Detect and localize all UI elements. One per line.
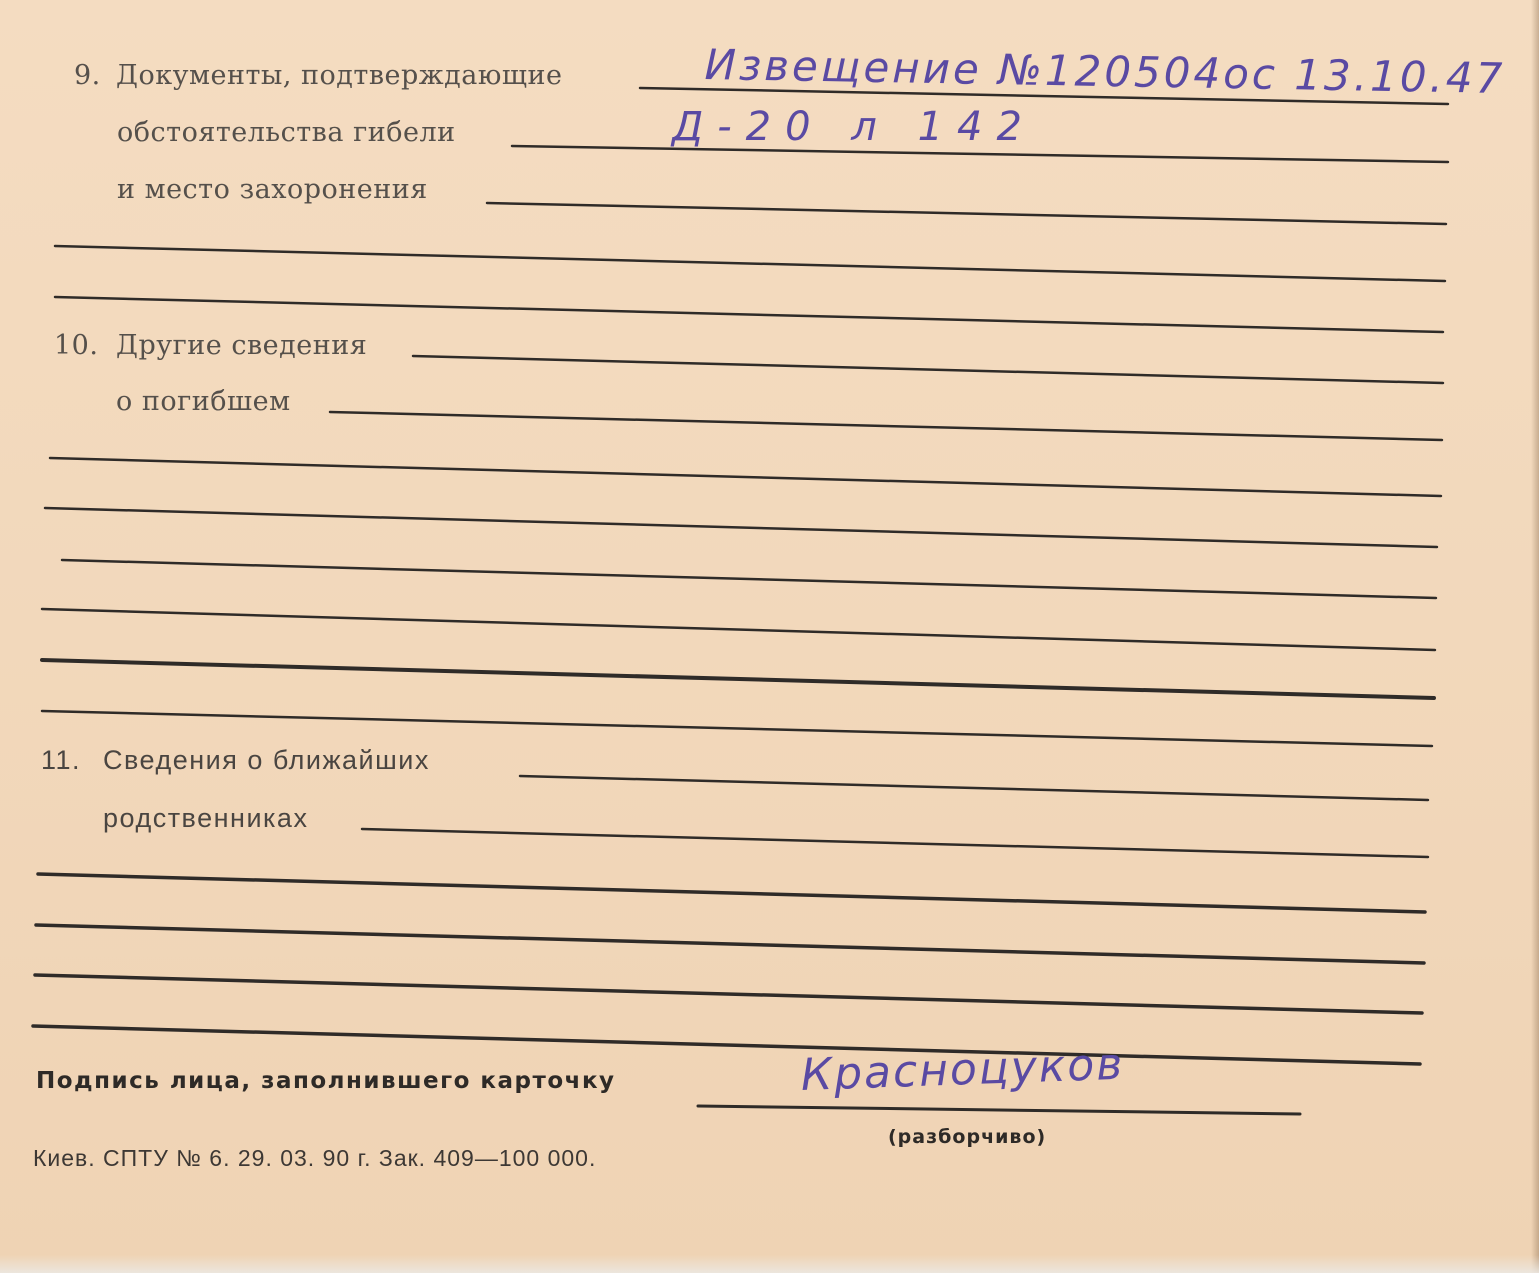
- fill-line: [413, 356, 1443, 383]
- item-9-label-line1: Документы, подтверждающие: [116, 60, 563, 91]
- paper-bottom-edge: [0, 1255, 1539, 1273]
- item-9-handwritten-answer: Извещение №120504ос 13.10.47: [704, 40, 1506, 103]
- fill-line: [55, 297, 1443, 332]
- signature-label: Подпись лица, заполнившего карточку: [36, 1068, 616, 1094]
- item-9-handwritten-archive-ref: Д-20 л 142: [672, 104, 1036, 150]
- signature-hint: (разборчиво): [888, 1126, 1047, 1148]
- item-11-number: 11.: [41, 745, 82, 775]
- fill-line: [50, 458, 1441, 496]
- paper-edge-shadow: [1531, 0, 1539, 1273]
- signature-handwritten: Красноцуков: [800, 1038, 1126, 1101]
- item-9-number: 9.: [74, 60, 101, 91]
- item-11-label-line2: родственниках: [103, 803, 309, 833]
- fill-line: [330, 412, 1442, 440]
- item-10-label-line2: о погибшем: [116, 386, 291, 417]
- fill-line: [45, 508, 1437, 547]
- fill-line: [487, 203, 1446, 224]
- fill-line: [42, 660, 1434, 698]
- item-10-label-line1: Другие сведения: [116, 330, 368, 361]
- fill-line: [36, 925, 1424, 963]
- fill-line: [62, 560, 1436, 598]
- fill-line: [33, 1026, 1420, 1064]
- signature-line: [698, 1106, 1300, 1114]
- printer-imprint: Киев. СПТУ № 6. 29. 03. 90 г. Зак. 409—100 000.: [33, 1145, 597, 1171]
- fill-line: [42, 609, 1435, 650]
- item-9-label-line2: обстоятельства гибели: [117, 117, 456, 148]
- fill-line: [42, 711, 1432, 746]
- fill-line: [38, 874, 1425, 912]
- item-10-number: 10.: [54, 330, 99, 361]
- item-9-label-line3: и место захоронения: [117, 174, 428, 205]
- fill-line: [55, 246, 1445, 281]
- fill-line: [362, 829, 1428, 857]
- fill-line: [520, 776, 1428, 800]
- fill-line: [35, 975, 1422, 1013]
- item-11-label-line1: Сведения о ближайших: [103, 745, 430, 775]
